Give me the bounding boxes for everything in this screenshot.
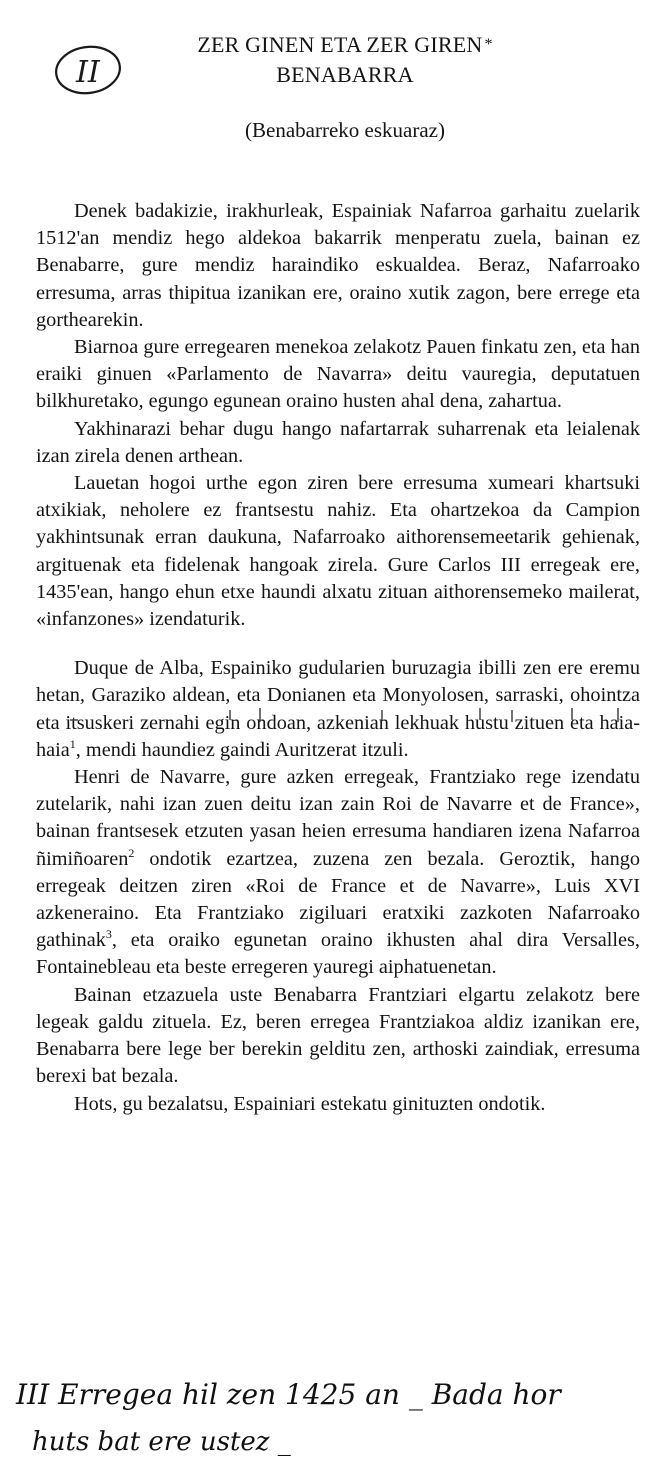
paragraph-5-text: Duque de Alba, Espainiko gudularien buruzagia ibilli zen ere eremu hetan, Garaziko aldean, eta Donianen eta Monyolosen, sarraski, ohointza eta itsuskeri zernahi egin ondoan, azkenian lekhuak hustu zituen eta haia-haia bbox=[36, 657, 640, 761]
page-title bbox=[110, 30, 580, 60]
paragraph-6 bbox=[36, 764, 640, 982]
margin-mark-text: II bbox=[76, 55, 100, 90]
paragraph-7: Bainan etzazuela uste Benabarra Frantziari elgartu zelakotz bere legeak galdu zituela. Ez, beren erregea Frantziakoa aldiz izanikan ere, Benabarra bere lege ber berekin gelditu zen, arthoski zaindiak, erresuma berexi bat bezala. bbox=[36, 983, 640, 1088]
handwritten-line-1: III Erregea hil zen 1425 an _ Bada hor bbox=[16, 1378, 561, 1411]
paragraph-6-text-mid: ondotik ezartzea, zuzena zen bezala. Geroztik, hango erregeak deitzen ziren «Roi de France et de Navarre», Luis XVI azkeneraino. Eta Frantziako zigiluari eratxiki zazkoten Nafarroako gathinak bbox=[36, 847, 640, 952]
handwritten-annotation bbox=[12, 1368, 642, 1464]
page-subtitle: (Benabarreko eskuaraz) bbox=[245, 118, 445, 142]
paragraph-8: Hots, gu bezalatsu, Espainiari estekatu ginituzten ondotik. bbox=[74, 1092, 546, 1115]
title-footnote-marker: * bbox=[484, 36, 493, 53]
paragraph-1: Denek badakizie, irakhurleak, Espainiak Nafarroa garhaitu zuelarik 1512'an mendiz hego aldekoa bakarrik menperatu zuela, bainan ez Benabarre, gure mendiz haraindiko eskualdea. Beraz, Nafarroako erresuma, arras thipitua izanikan ere, oraino xutik zagon, bere errege eta gorthearekin. bbox=[36, 200, 640, 331]
paragraph-6-text-end: , eta oraiko egunetan oraino ikhusten ahal dira Versalles, Fontainebleau eta beste erregeren yauregi aiphatuenetan. bbox=[36, 929, 640, 979]
title-line-1: ZER GINEN ETA ZER GIREN bbox=[197, 32, 483, 57]
paragraph-2: Biarnoa gure erregearen menekoa zelakotz Pauen finkatu zen, eta han eraiki ginuen «Parlamento de Navarra» deitu vauregia, deputatuen bilkhuretako, egungo egunean oraino husten ahal dena, zahartua. bbox=[36, 336, 640, 413]
footnote-ref-2: 2 bbox=[128, 845, 135, 860]
handwritten-line-2: huts bat ere ustez _ bbox=[32, 1427, 291, 1457]
page-title-line-2: BENABARRA bbox=[276, 62, 414, 87]
paragraph-6-text: Henri de Navarre, gure azken erregeak, Frantziako rege izendatu zutelarik, nahi izan zuen deitu izan zain Roi de Navarre et de France», bainan frantsesek etzuten yasan heien erresuma handiaren izena Nafarroa ñimiñoaren bbox=[36, 766, 640, 870]
paragraph-5-text-end: , mendi haundiez gaindi Auritzerat itzuli. bbox=[75, 738, 409, 761]
scan-artifact-marks bbox=[60, 706, 630, 726]
paragraph-4: Lauetan hogoi urthe egon ziren bere erresuma xumeari khartsuki atxikiak, neholere ez frantsestu nahiz. Eta ohartzekoa da Campion yakhintsunak erran daukuna, Nafarroako aithorensemeetarik gehienak, argituenak eta fidelenak hangoak zirela. Gure Carlos III erregeak ere, 1435'ean, hango ehun etxe haundi alxatu zituan aithorensemeko mailerat, «infanzones» izendaturik. bbox=[36, 472, 640, 631]
paragraph-3: Yakhinarazi behar dugu hango nafartarrak suharrenak eta leialenak izan zirela denen arthean. bbox=[36, 417, 640, 467]
footnote-ref-3: 3 bbox=[105, 927, 112, 942]
footnote-ref-1: 1 bbox=[69, 737, 76, 752]
title-block bbox=[110, 30, 580, 90]
article-body bbox=[36, 198, 640, 1118]
